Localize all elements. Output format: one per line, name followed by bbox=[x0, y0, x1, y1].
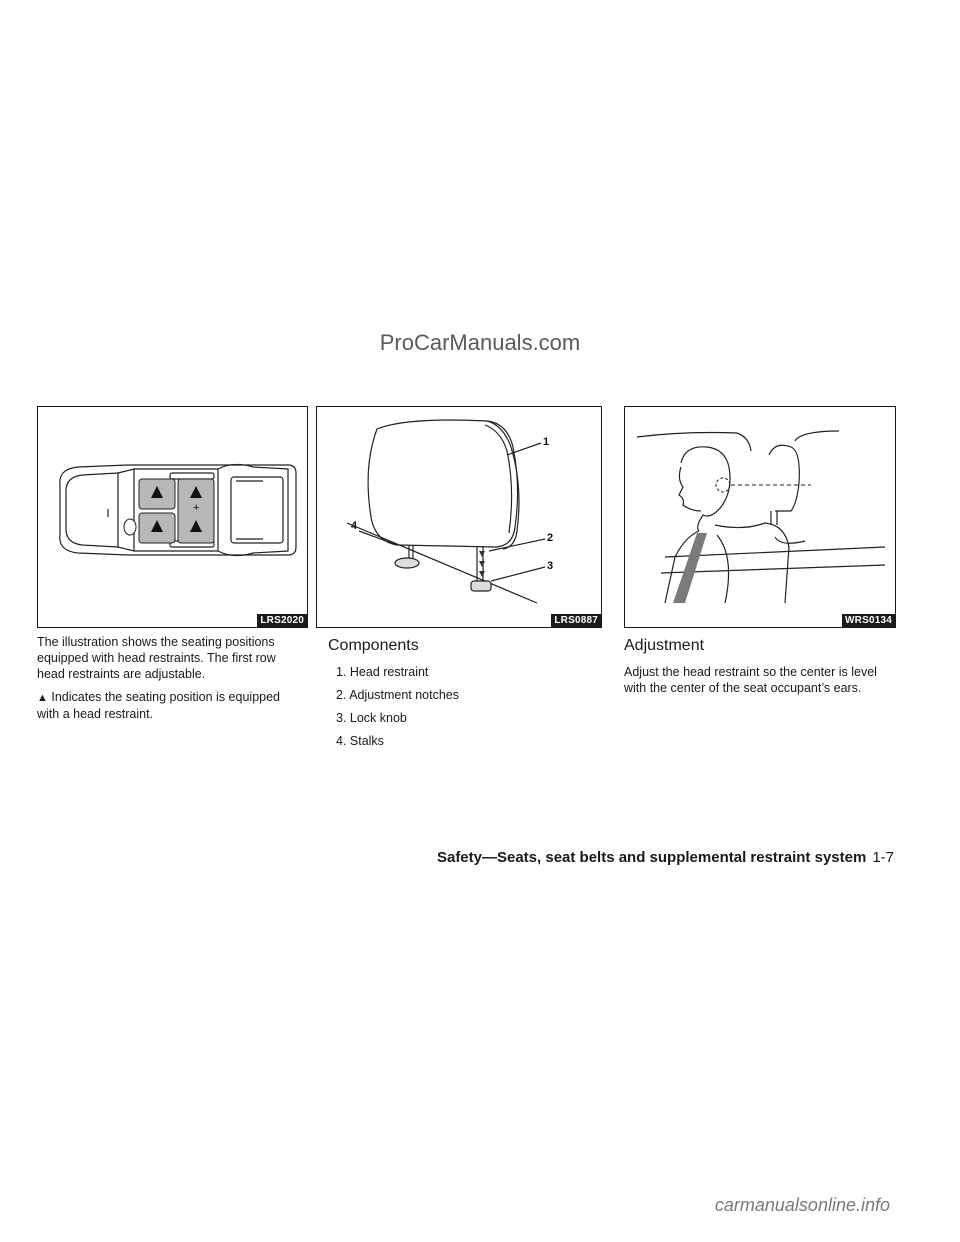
components-list bbox=[328, 664, 596, 749]
symbol-legend bbox=[37, 689, 305, 722]
figure-head-restraint-components bbox=[316, 406, 602, 628]
list-item: 2. Adjustment notches bbox=[336, 688, 459, 702]
watermark-top: ProCarManuals.com bbox=[379, 330, 581, 355]
seating-positions-section bbox=[37, 634, 305, 729]
page-footer bbox=[437, 849, 894, 866]
triangle-icon: ▲ bbox=[37, 692, 48, 704]
occupant-adjustment-illustration bbox=[625, 407, 895, 627]
callout-1: 1 bbox=[543, 436, 550, 448]
list-item: 3. Lock knob bbox=[336, 711, 407, 725]
list-item: 4. Stalks bbox=[336, 734, 384, 748]
components-heading: Components bbox=[328, 637, 419, 654]
adjustment-heading: Adjustment bbox=[624, 637, 705, 654]
list-item: 1. Head restraint bbox=[336, 665, 429, 679]
callout-2: 2 bbox=[547, 532, 554, 544]
figure-code: LRS0887 bbox=[551, 614, 601, 627]
watermark-bottom: carmanualsonline.info bbox=[714, 1195, 890, 1215]
figure-code: WRS0134 bbox=[842, 614, 895, 627]
adjustment-section bbox=[624, 634, 896, 703]
head-restraint-illustration bbox=[317, 407, 601, 627]
svg-text:+: + bbox=[193, 502, 200, 514]
components-section bbox=[328, 634, 596, 756]
callout-4: 4 bbox=[351, 520, 358, 532]
section-title: Safety—Seats, seat belts and supplemental restraint system bbox=[436, 849, 867, 866]
seating-positions-paragraph: The illustration shows the seating positions equipped with head restraints. The first row head restraints are adjustable. bbox=[37, 635, 276, 681]
figure-adjustment bbox=[624, 406, 896, 628]
figure-code: LRS2020 bbox=[257, 614, 307, 627]
page-number: 1-7 bbox=[872, 849, 894, 866]
symbol-legend-text: Indicates the seating position is equipped with a head restraint. bbox=[37, 690, 280, 721]
callout-3: 3 bbox=[547, 560, 554, 572]
adjustment-paragraph: Adjust the head restraint so the center is level with the center of the seat occupant’s ears. bbox=[624, 665, 877, 695]
vehicle-top-view-illustration bbox=[38, 407, 307, 627]
figure-seating-positions bbox=[37, 406, 308, 628]
